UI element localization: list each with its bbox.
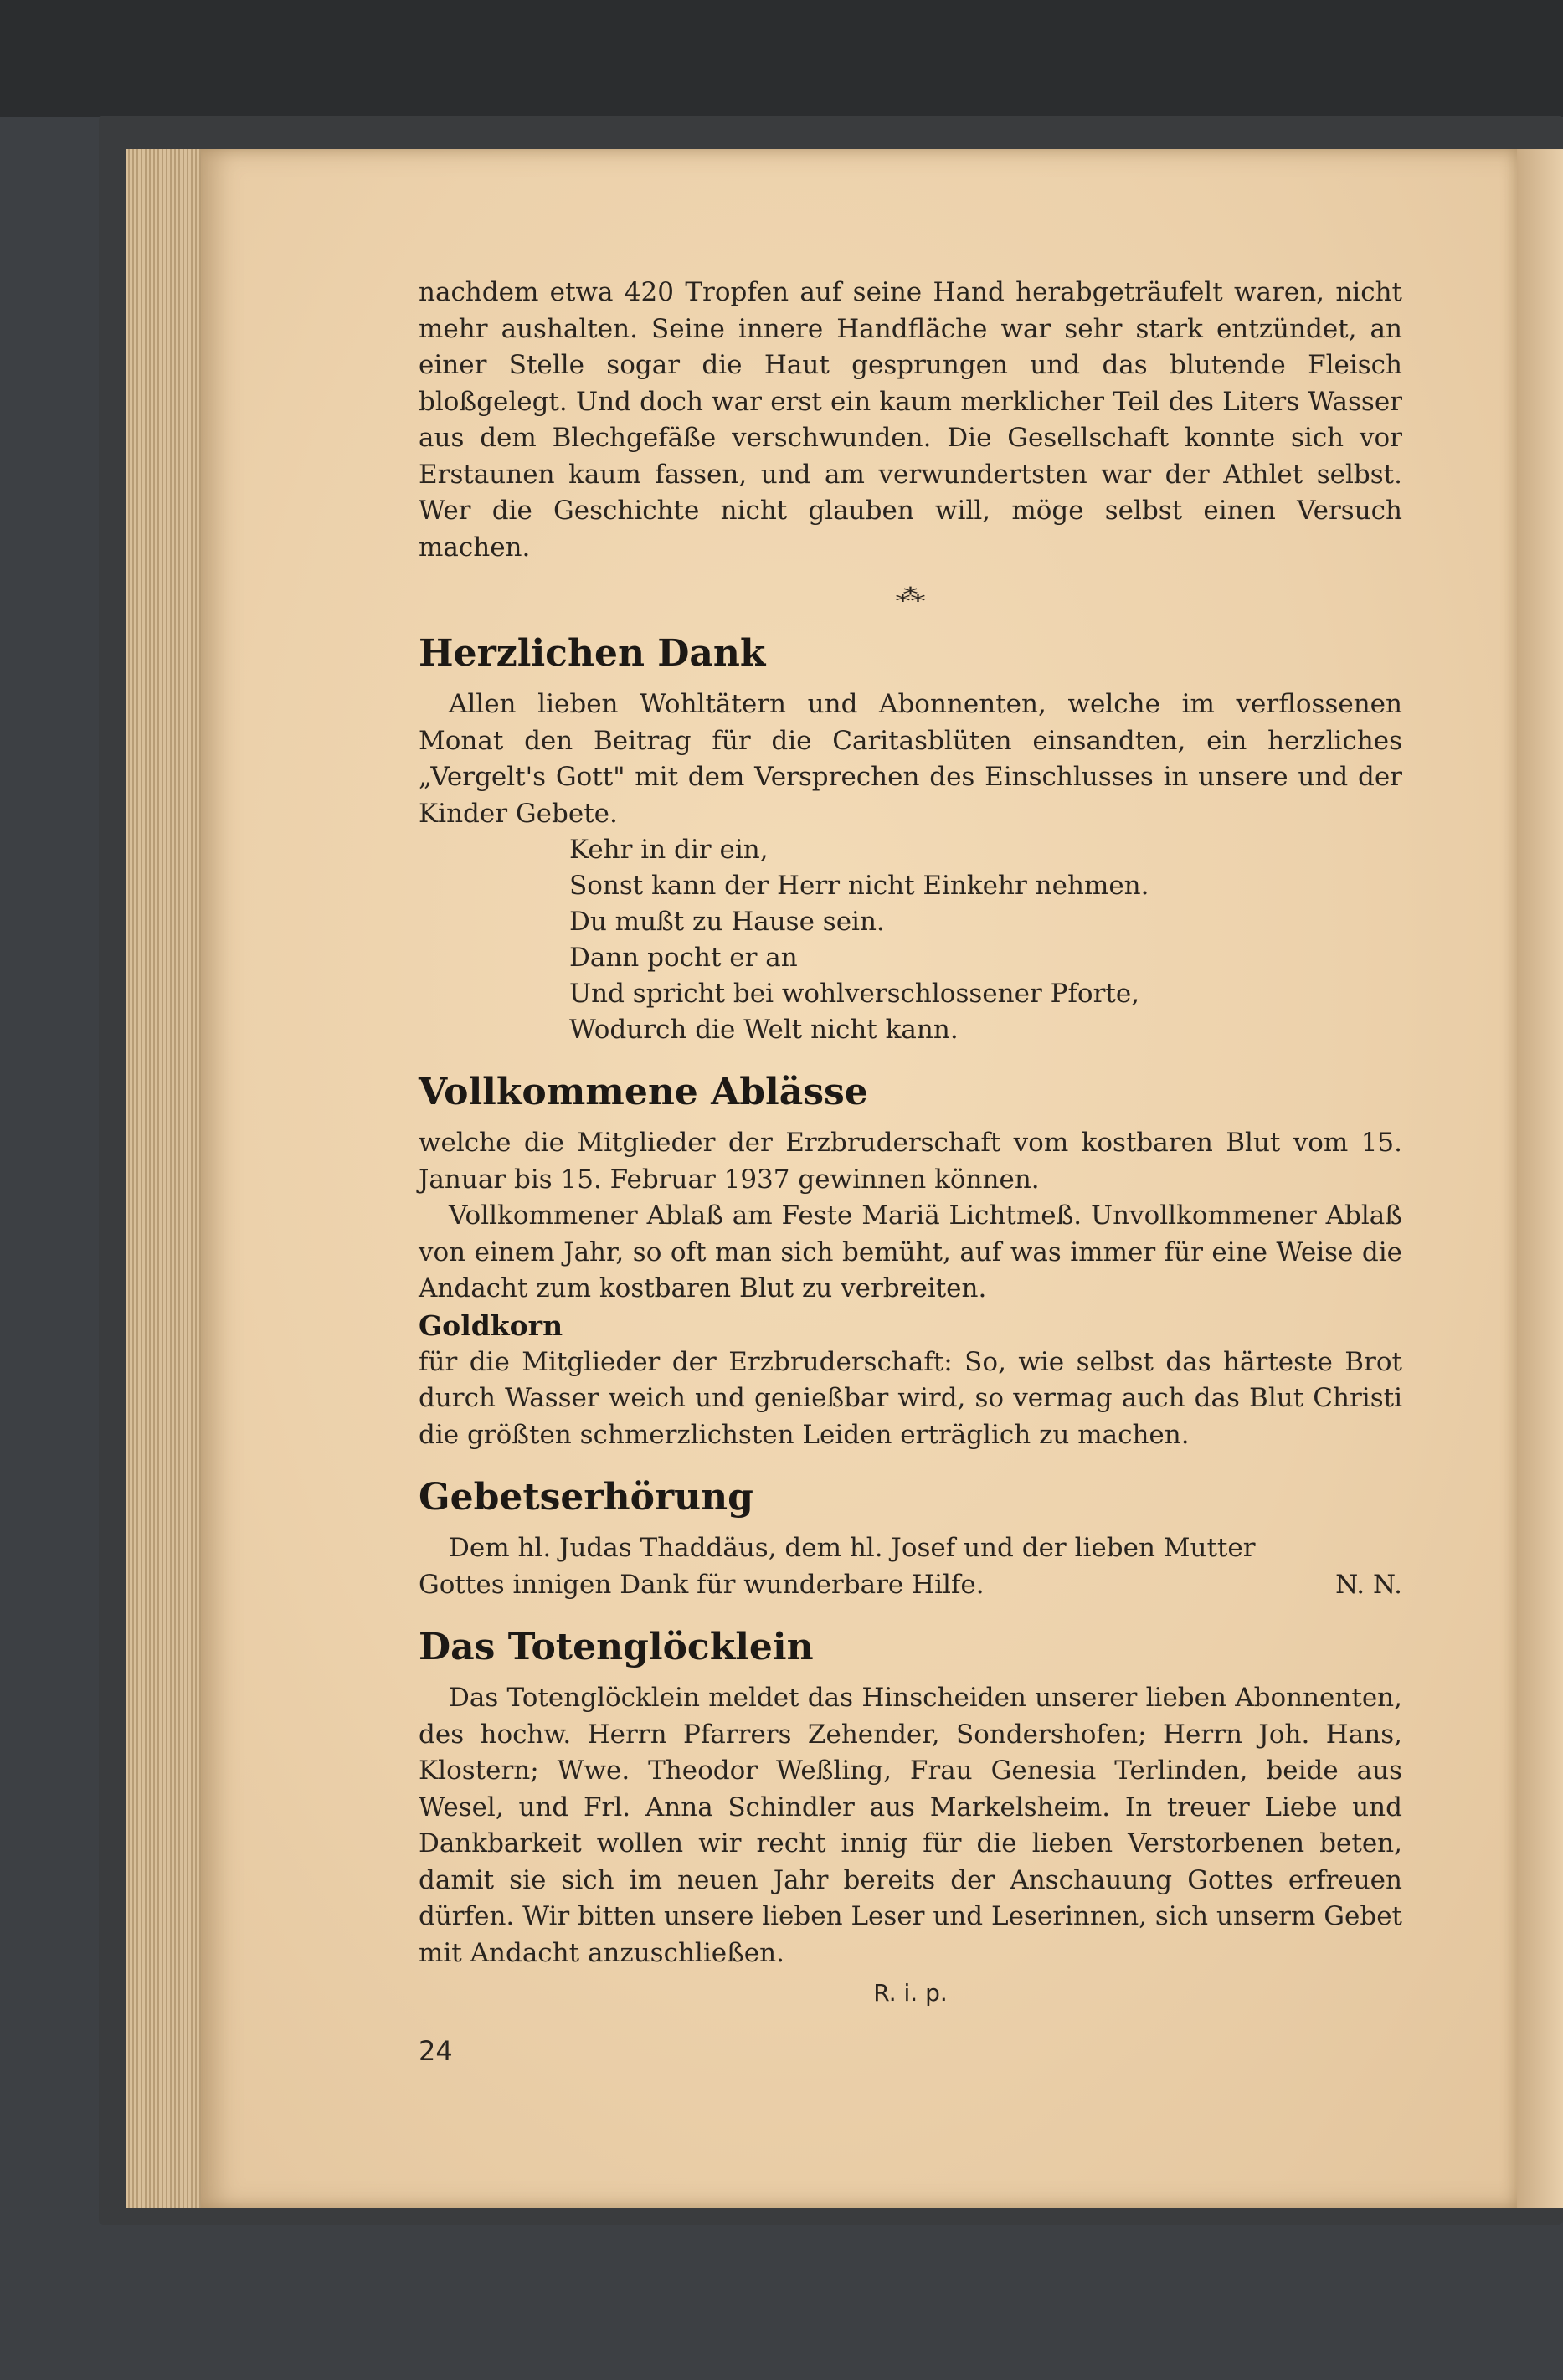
signature: N. N. — [1335, 1569, 1402, 1600]
poem-line: Und spricht bei wohlverschlossener Pforte, — [569, 979, 1140, 1009]
poem-line: Sonst kann der Herr nicht Einkehr nehmen. — [569, 871, 1149, 901]
dank-body: Allen lieben Wohltätern und Abonnenten, welche im verflossenen Monat den Beitrag für die Caritasblüten einsandten, ein herzliches „Vergelt's Gott" mit dem Versprechen des Einschlusses in unsere und der Kinder Gebete. — [419, 689, 1402, 829]
rip-closing: R. i. p. — [873, 1979, 948, 2007]
erhoerung-line-2: Gottes innigen Dank für wunderbare Hilfe. — [419, 1569, 985, 1600]
page-number: 24 — [419, 2034, 453, 2067]
goldkorn-heading: Goldkorn — [419, 1308, 563, 1342]
ornament-icon: ⁂ — [895, 585, 926, 606]
ablaesse-body: welche die Mitglieder der Erzbruderschaft vom kostbaren Blut vom 15. Januar bis 15. Februar 1937 gewinnen können. — [419, 1128, 1402, 1195]
toten-heading: Das Totenglöcklein — [419, 1626, 814, 1668]
poem-line: Du mußt zu Hause sein. — [569, 907, 885, 937]
top-paragraph: nachdem etwa 420 Tropfen auf seine Hand herabgeträufelt waren, nicht mehr aushalten. Seine innere Handfläche war sehr stark entzündet, an einer Stelle sogar die Haut gesprungen und das blutende Fleisch bloßgelegt. Und doch war erst ein kaum merklicher Teil des Liters Wasser aus dem Blechgefäße verschwunden. Die Gesellschaft konnte sich vor Erstaunen kaum fassen, und am verwundertsten war der Athlet selbst. Wer die Geschichte nicht glauben will, möge selbst einen Versuch machen. — [419, 277, 1402, 563]
erhoerung-last-line — [419, 1567, 1402, 1604]
next-page-edge — [1517, 149, 1563, 2208]
ablaesse-body-2: Vollkommener Ablaß am Feste Mariä Lichtmeß. Unvollkommener Ablaß von einem Jahr, so oft man sich bemüht, auf was immer für eine Weise die Andacht zum kostbaren Blut zu verbreiten. — [419, 1200, 1402, 1303]
toten-body: Das Totenglöcklein meldet das Hinscheiden unserer lieben Abonnenten, des hochw. Herrn Pfarrers Zehender, Sondershofen; Herrn Joh. Hans, Klostern; Wwe. Theodor Weßling, Frau Genesia Terlinden, beide aus Wesel, und Frl. Anna Schindler aus Markelsheim. In treuer Liebe und Dankbarkeit wollen wir recht innig für die lieben Verstorbenen beten, damit sie sich im neuen Jahr bereits der Anschauung Gottes erfreuen dürfen. Wir bitten unsere lieben Leser und Leserinnen, sich unserm Gebet mit Andacht anzuschließen. — [419, 1683, 1402, 1968]
dank-heading: Herzlichen Dank — [419, 632, 766, 675]
erhoerung-body: Dem hl. Judas Thaddäus, dem hl. Josef und der lieben Mutter — [449, 1533, 1256, 1563]
book-page — [201, 149, 1517, 2208]
scan-background — [0, 0, 1563, 117]
poem — [569, 832, 1402, 1048]
erhoerung-heading: Gebetserhörung — [419, 1476, 753, 1519]
poem-line: Kehr in dir ein, — [569, 835, 769, 865]
ablaesse-heading: Vollkommene Ablässe — [419, 1071, 868, 1113]
poem-line: Wodurch die Welt nicht kann. — [569, 1015, 959, 1045]
page-edges — [126, 149, 201, 2208]
poem-line: Dann pocht er an — [569, 943, 798, 973]
goldkorn-body: für die Mitglieder der Erzbruderschaft: So, wie selbst das härteste Brot durch Wasser weich und genießbar wird, so vermag auch das Blut Christi die größten schmerzlichsten Leiden erträglich zu machen. — [419, 1346, 1402, 1450]
page-text — [419, 275, 1402, 2069]
